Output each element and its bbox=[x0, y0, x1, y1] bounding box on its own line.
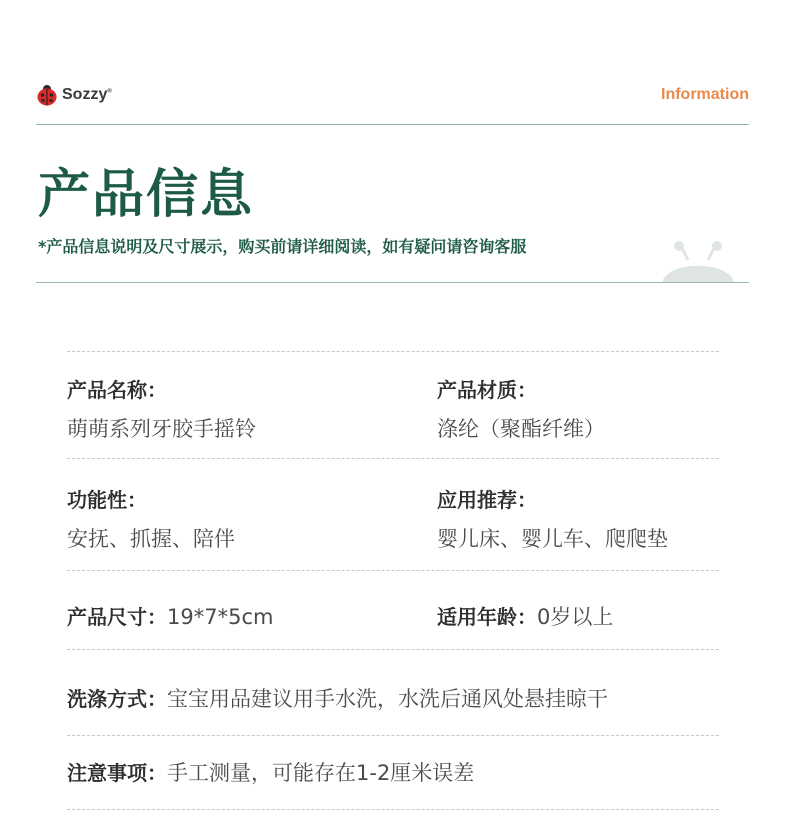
divider bbox=[67, 458, 719, 459]
spec-age bbox=[437, 601, 613, 631]
spec-value: 19*7*5cm bbox=[167, 605, 274, 629]
spec-size bbox=[67, 601, 273, 630]
brand-logo[interactable] bbox=[36, 84, 112, 106]
spec-label: 适用年龄： bbox=[437, 605, 537, 629]
spec-value: 安抚、抓握、陪伴 bbox=[67, 527, 235, 551]
spec-notice bbox=[67, 757, 474, 787]
spec-value: 萌萌系列牙胶手摇铃 bbox=[67, 417, 256, 441]
ladybug-icon bbox=[36, 84, 58, 106]
spec-usage bbox=[437, 484, 668, 553]
top-divider bbox=[36, 124, 749, 125]
divider bbox=[67, 351, 719, 352]
spec-value: 0岁以上 bbox=[537, 605, 614, 629]
spec-name bbox=[67, 374, 256, 443]
page-subtitle: *产品信息说明及尺寸展示，购买前请详细阅读，如有疑问请咨询客服 bbox=[38, 237, 527, 256]
mascot-icon bbox=[662, 240, 734, 283]
spec-function bbox=[67, 484, 235, 553]
spec-label: 注意事项： bbox=[67, 761, 167, 785]
header bbox=[36, 78, 749, 124]
spec-label: 产品材质： bbox=[437, 378, 537, 402]
section-tag: Information bbox=[661, 86, 749, 103]
spec-value: 婴儿床、婴儿车、爬爬垫 bbox=[437, 527, 668, 551]
spec-label: 应用推荐： bbox=[437, 488, 537, 512]
spec-wash bbox=[67, 683, 608, 713]
spec-label: 功能性： bbox=[67, 488, 147, 512]
spec-label: 产品尺寸： bbox=[67, 605, 167, 629]
spec-material bbox=[437, 374, 605, 443]
divider bbox=[67, 735, 719, 736]
brand-name: Sozzy® bbox=[62, 86, 112, 103]
spec-label: 洗涤方式： bbox=[67, 687, 167, 711]
spec-value: 涤纶（聚酯纤维） bbox=[437, 417, 605, 441]
spec-value: 宝宝用品建议用手水洗，水洗后通风处悬挂晾干 bbox=[167, 687, 608, 711]
spec-label: 产品名称： bbox=[67, 378, 167, 402]
page-title: 产品信息 bbox=[38, 165, 255, 225]
divider bbox=[67, 570, 719, 571]
divider bbox=[67, 809, 719, 810]
bottom-divider bbox=[36, 282, 749, 283]
spec-value: 手工测量，可能存在1-2厘米误差 bbox=[167, 761, 475, 785]
divider bbox=[67, 649, 719, 650]
